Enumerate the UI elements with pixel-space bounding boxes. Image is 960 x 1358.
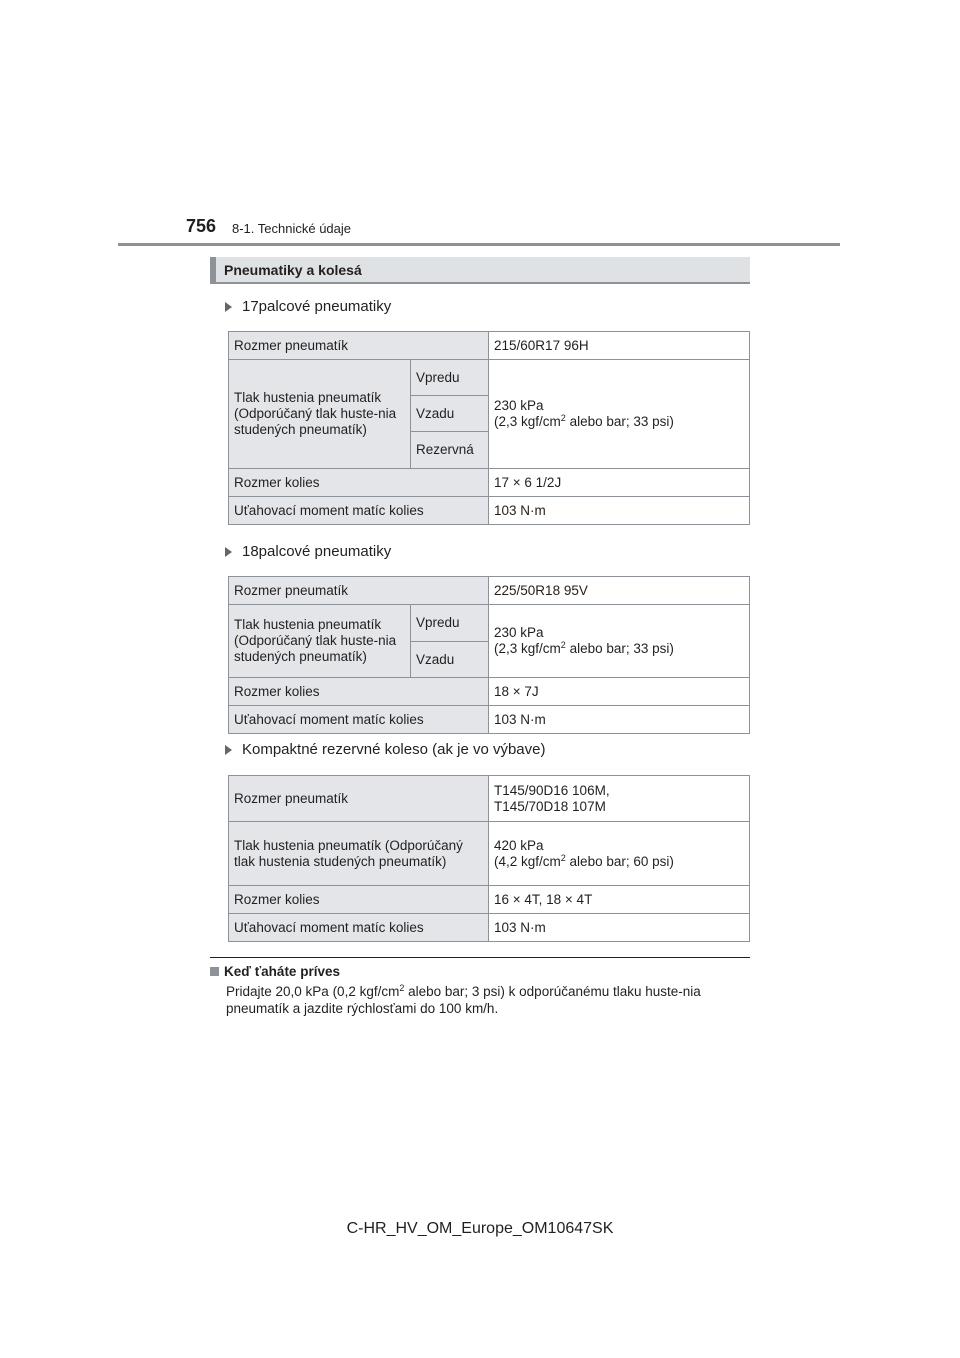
superscript: 2: [560, 852, 566, 863]
cell-value: [489, 605, 750, 678]
subheading-18: [225, 543, 391, 560]
cell-label: Tlak hustenia pneumatík (Odporúčaný tlak hustenia studených pneumatík): [229, 822, 489, 886]
pressure-kpa: 420 kPa: [494, 837, 544, 853]
table-row: [229, 914, 750, 942]
cell-label: Rozmer pneumatík: [229, 776, 489, 822]
cell-position: Vpredu: [411, 605, 489, 642]
subheading-spare: [225, 741, 545, 758]
pressure-kpa: 230 kPa: [494, 625, 544, 640]
subheading-text: 17palcové pneumatiky: [242, 298, 392, 315]
table-row: [229, 776, 750, 822]
square-bullet-icon: [210, 967, 219, 976]
cell-label: Tlak hustenia pneumatík (Odporúčaný tlak huste-nia studených pneumatík): [229, 360, 411, 469]
cell-value: 103 N·m: [489, 706, 750, 734]
note-body: [226, 983, 754, 1017]
table-row: [229, 886, 750, 914]
note-text-rest: alebo bar; 3 psi) k odporúčanému tlaku huste-nia pneumatík a jazdite rýchlosťami do 100 km/h.: [226, 984, 701, 1016]
table-row: [229, 332, 750, 360]
cell-label: Rozmer kolies: [229, 886, 489, 914]
cell-value: 103 N·m: [489, 497, 750, 525]
header-rule: [118, 243, 840, 246]
cell-position: Vzadu: [411, 642, 489, 678]
table-row: [229, 678, 750, 706]
subheading-17: [225, 298, 391, 315]
note-rule: [210, 957, 750, 958]
table-row: [229, 360, 750, 396]
section-bar: [210, 257, 216, 282]
cell-label: Rozmer pneumatík: [229, 577, 489, 605]
cell-value: [489, 822, 750, 886]
subheading-text: Kompaktné rezervné koleso (ak je vo výbave): [242, 741, 546, 758]
cell-value: [489, 360, 750, 469]
size-value-line: T145/90D16 106M,: [494, 782, 610, 798]
cell-value: 17 × 6 1/2J: [489, 469, 750, 497]
note-text: Pridajte 20,0 kPa (0,2 kgf/cm: [226, 984, 400, 999]
page-number: 756: [186, 216, 217, 236]
table-row: [229, 497, 750, 525]
cell-label: Rozmer kolies: [229, 678, 489, 706]
table-row: [229, 469, 750, 497]
chapter-title: 8-1. Technické údaje: [232, 221, 352, 236]
tire-table-spare: [228, 775, 750, 942]
cell-value: 225/50R18 95V: [489, 577, 750, 605]
table-row: [229, 706, 750, 734]
table-row: [229, 577, 750, 605]
footer-code: C-HR_HV_OM_Europe_OM10647SK: [346, 1220, 614, 1237]
table-row: [229, 822, 750, 886]
cell-value: [489, 776, 750, 822]
cell-position: Vzadu: [411, 396, 489, 432]
cell-value: 18 × 7J: [489, 678, 750, 706]
tire-table-17: [228, 331, 750, 525]
pressure-alt: (2,3 kgf/cm: [494, 414, 561, 429]
cell-label: Uťahovací moment matíc kolies: [229, 497, 489, 525]
pressure-alt-rest: alebo bar; 33 psi): [565, 414, 674, 429]
cell-label: Rozmer pneumatík: [229, 332, 489, 360]
triangle-bullet-icon: [225, 302, 232, 312]
cell-label: Rozmer kolies: [229, 469, 489, 497]
triangle-bullet-icon: [225, 745, 232, 755]
note-title: Keď ťaháte príves: [224, 964, 340, 979]
subheading-text: 18palcové pneumatiky: [242, 543, 392, 560]
note-heading: [210, 964, 340, 979]
table-row: [229, 605, 750, 642]
tire-table-18: [228, 576, 750, 734]
triangle-bullet-icon: [225, 547, 232, 557]
cell-position: Rezervná: [411, 432, 489, 469]
cell-label: Uťahovací moment matíc kolies: [229, 914, 489, 942]
cell-position: Vpredu: [411, 360, 489, 396]
cell-label: Uťahovací moment matíc kolies: [229, 706, 489, 734]
pressure-alt: (4,2 kgf/cm: [494, 853, 561, 869]
superscript: 2: [560, 640, 566, 650]
cell-value: 103 N·m: [489, 914, 750, 942]
pressure-kpa: 230 kPa: [494, 398, 544, 413]
size-value-line: T145/70D18 107M: [494, 798, 606, 814]
cell-label: Tlak hustenia pneumatík (Odporúčaný tlak huste-nia studených pneumatík): [229, 605, 411, 678]
cell-value: 16 × 4T, 18 × 4T: [489, 886, 750, 914]
cell-value: 215/60R17 96H: [489, 332, 750, 360]
superscript: 2: [560, 413, 566, 423]
pressure-alt-rest: alebo bar; 33 psi): [565, 641, 674, 656]
pressure-alt: (2,3 kgf/cm: [494, 641, 561, 656]
section-title: Pneumatiky a kolesá: [224, 262, 362, 278]
superscript: 2: [399, 983, 405, 993]
pressure-alt-rest: alebo bar; 60 psi): [565, 853, 674, 869]
section-header: [210, 257, 750, 284]
